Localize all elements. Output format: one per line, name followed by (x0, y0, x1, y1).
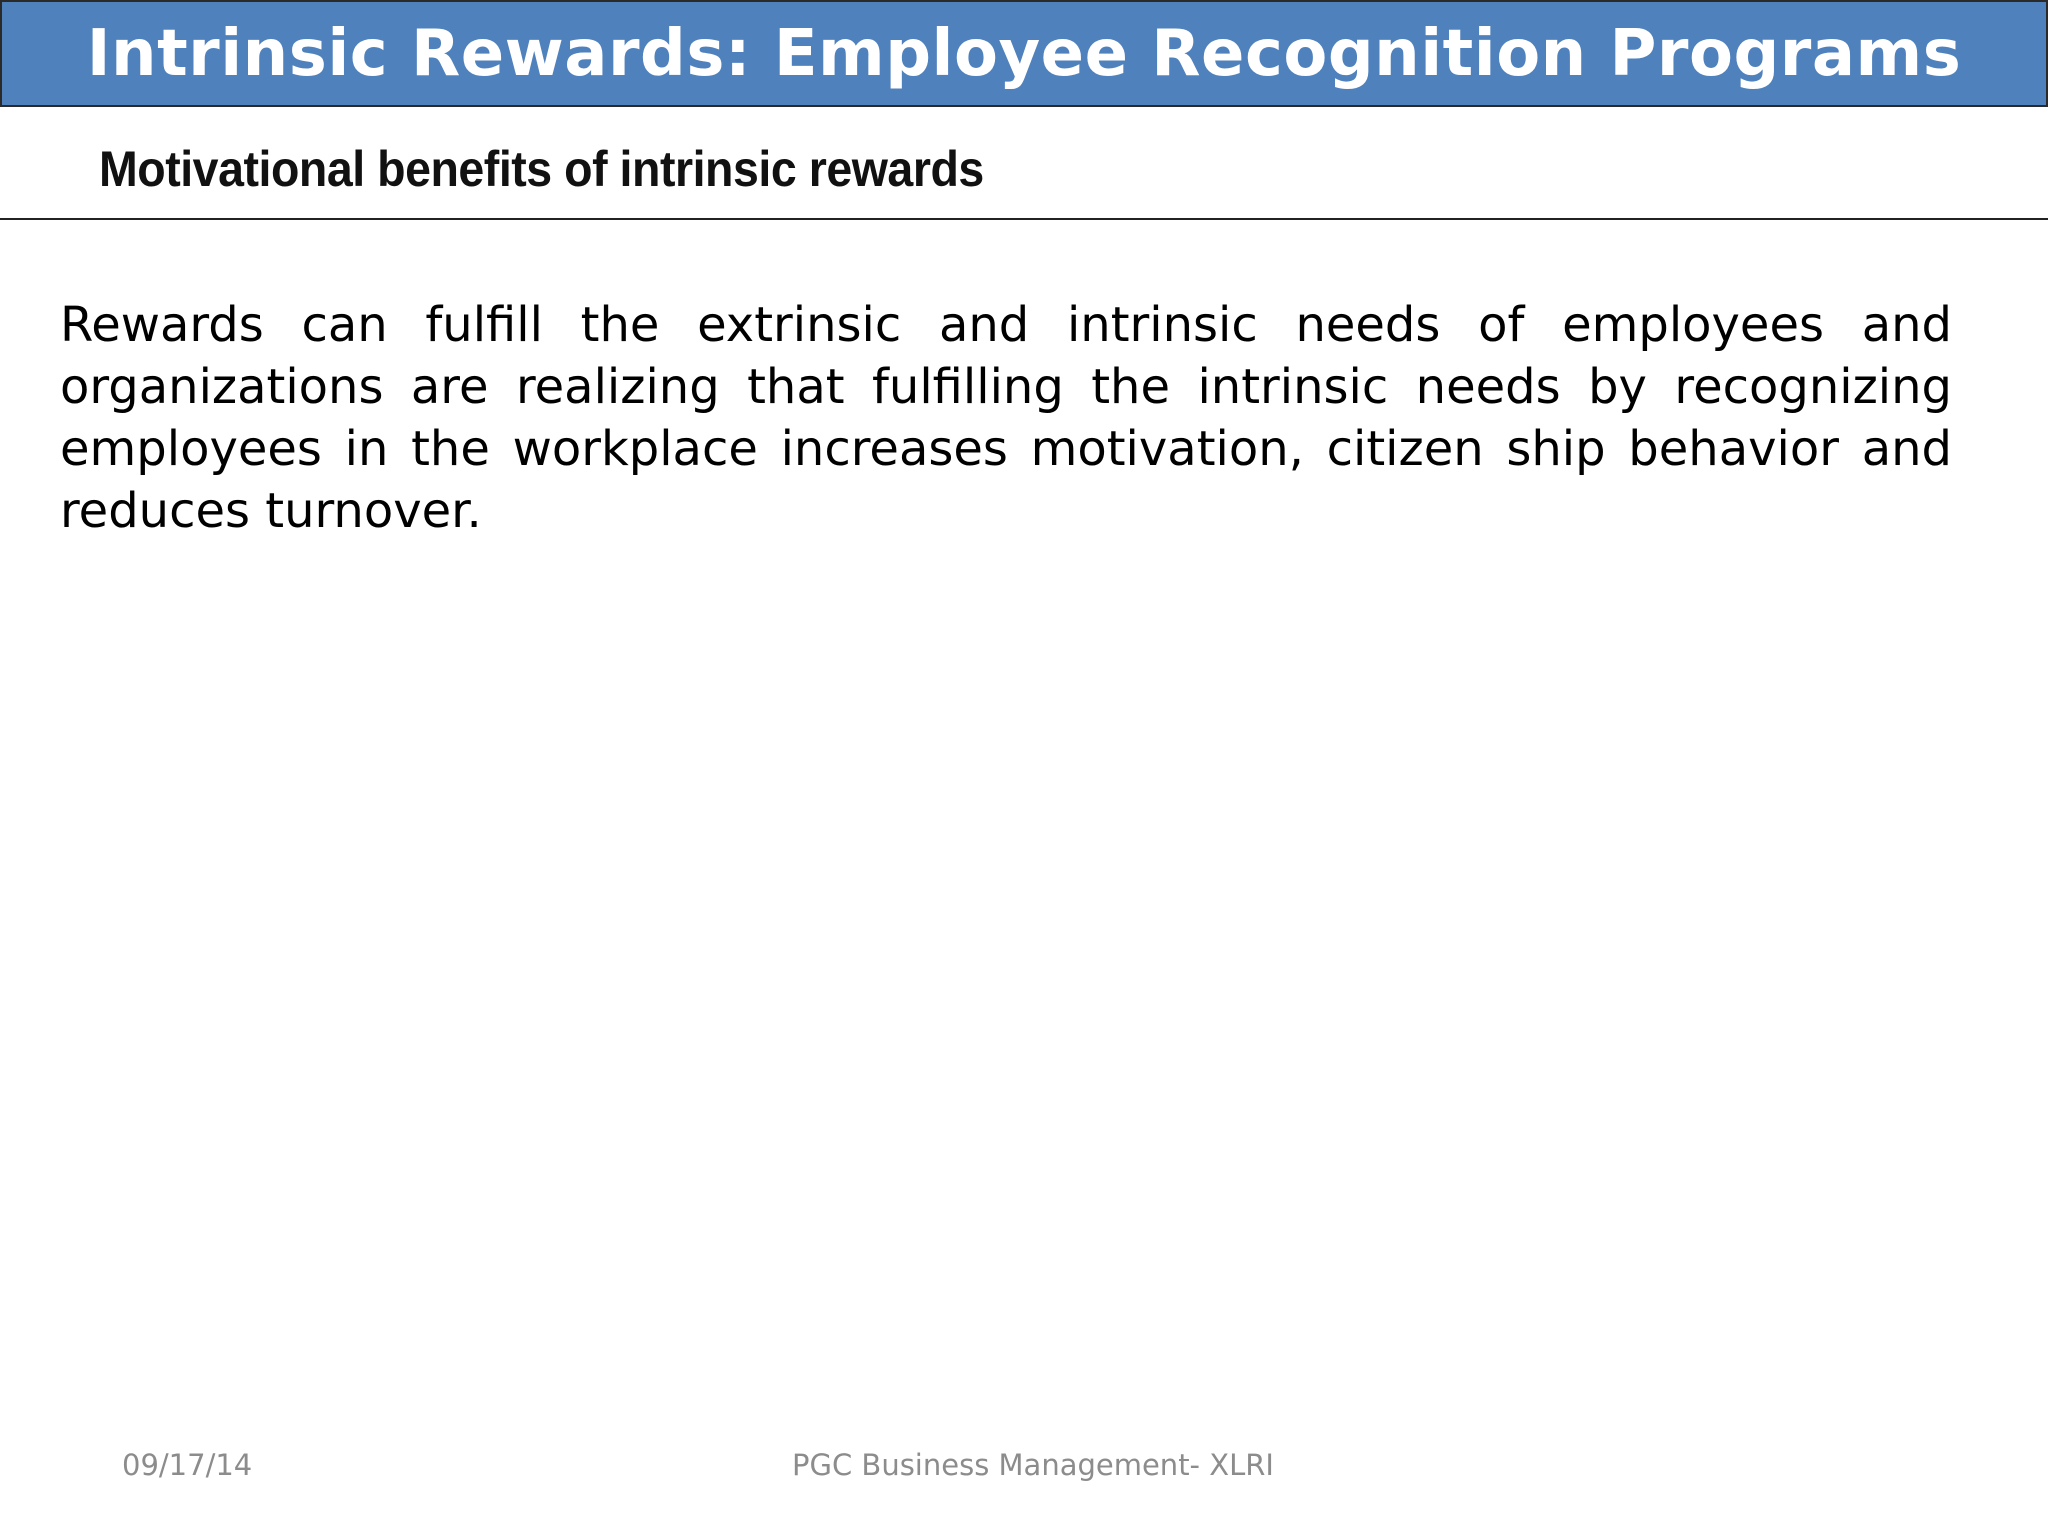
slide-title: Intrinsic Rewards: Employee Recognition Programs (86, 16, 1962, 91)
slide-subtitle: Motivational benefits of intrinsic rewards (99, 141, 984, 197)
footer-date: 09/17/14 (122, 1448, 253, 1482)
footer-text: PGC Business Management- XLRI (792, 1448, 1274, 1482)
title-bar (0, 0, 2048, 107)
body-paragraph: Rewards can fulfill the extrinsic and intrinsic needs of employees and organizations are realizing that fulfilling the intrinsic needs by recognizing employees in the workplace increases motivation, citizen ship behavior and reduces turnover. (60, 297, 1952, 539)
subtitle-divider (0, 218, 2048, 220)
